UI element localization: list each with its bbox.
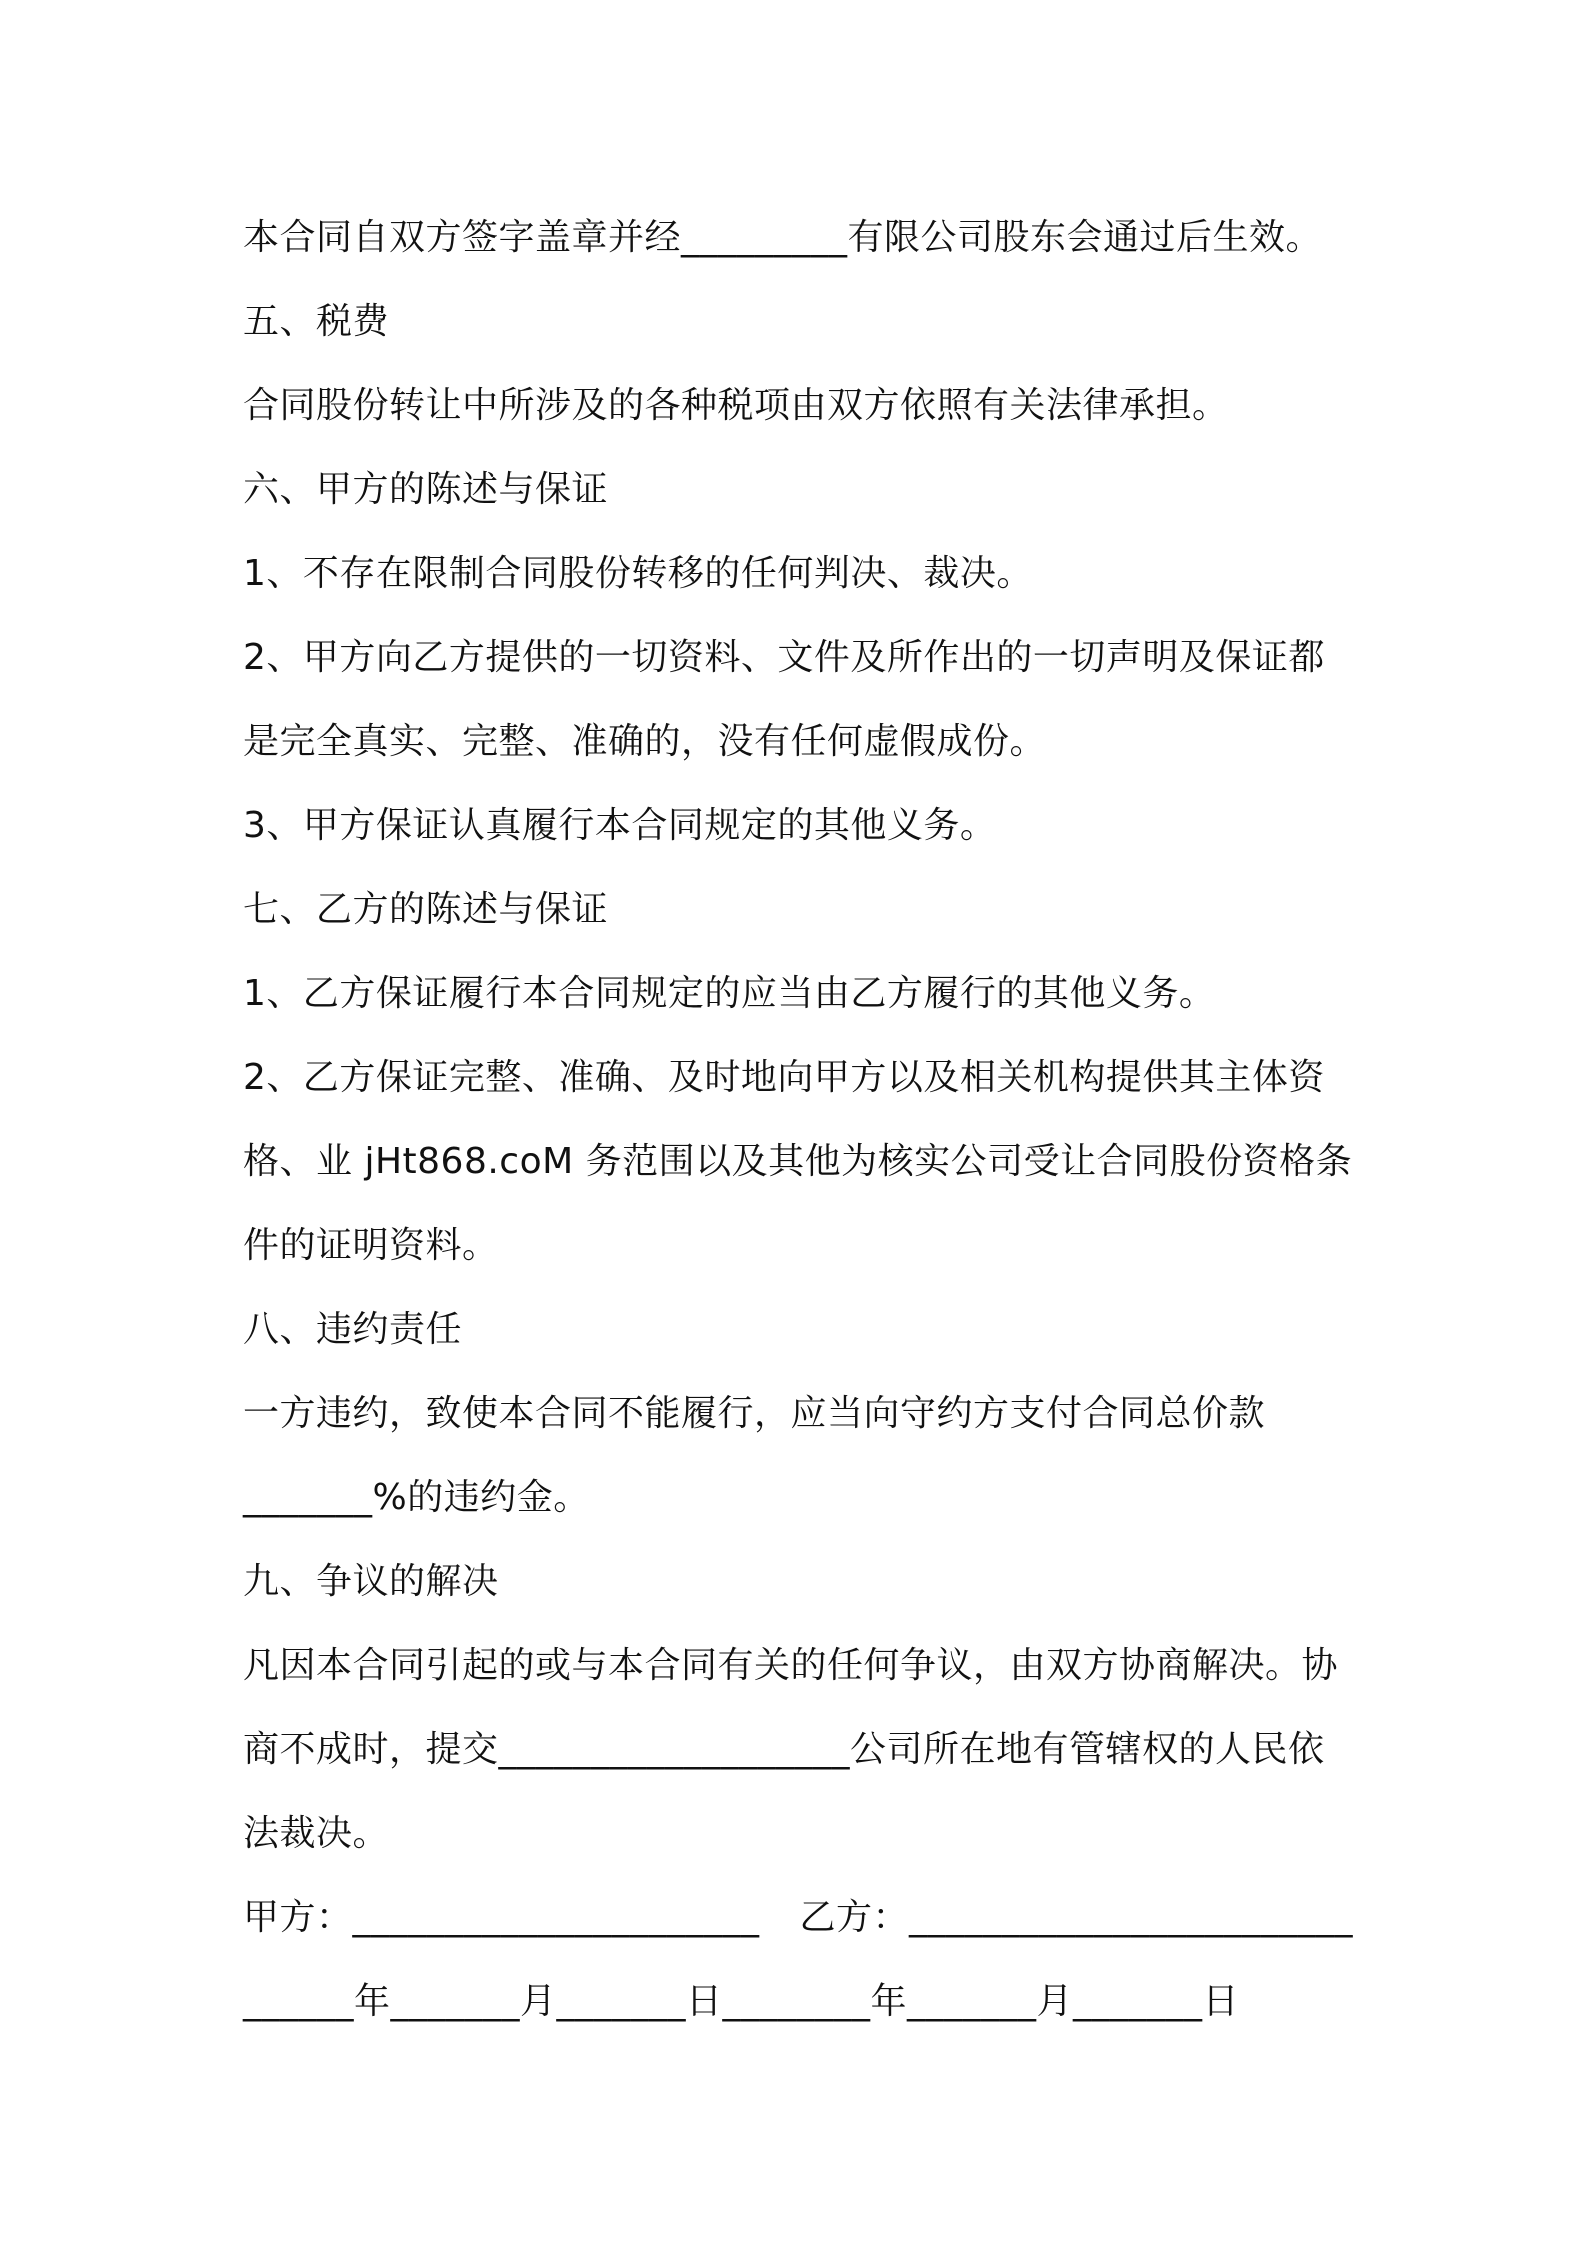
text-line-taxes: 合同股份转让中所涉及的各种税项由双方依照有关法律承担。 xyxy=(243,385,1229,426)
text-line-party-b-2-cont: 格、业 jHt868.coM 务范围以及其他为核实公司受让合同股份资格条 xyxy=(243,1141,1353,1182)
text-line-effective: 本合同自双方签字盖章并经_________有限公司股东会通过后生效。 xyxy=(243,217,1323,258)
party-b-signature: 乙方：________________________ xyxy=(799,1897,1353,1938)
signature-date-line: ______年_______月_______日________年_______月_______日 xyxy=(243,1981,1239,2022)
text-line-dispute-end: 法裁决。 xyxy=(243,1813,390,1854)
text-line-party-a-2: 2、甲方向乙方提供的一切资料、文件及所作出的一切声明及保证都 xyxy=(243,637,1325,678)
section-heading-party-b: 七、乙方的陈述与保证 xyxy=(243,889,609,930)
text-line-party-a-2-cont: 是完全真实、完整、准确的，没有任何虚假成份。 xyxy=(243,721,1047,762)
section-heading-breach: 八、违约责任 xyxy=(243,1309,463,1350)
text-line-breach-cont: _______%的违约金。 xyxy=(243,1477,590,1518)
text-line-party-b-2: 2、乙方保证完整、准确、及时地向甲方以及相关机构提供其主体资 xyxy=(243,1057,1325,1098)
text-line-breach: 一方违约，致使本合同不能履行，应当向守约方支付合同总价款 xyxy=(243,1393,1266,1434)
text-line-dispute-cont: 商不成时，提交___________________公司所在地有管辖权的人民依 xyxy=(243,1729,1325,1770)
text-line-party-b-1: 1、乙方保证履行本合同规定的应当由乙方履行的其他义务。 xyxy=(243,973,1216,1014)
party-a-signature: 甲方：______________________ xyxy=(243,1897,760,1938)
section-heading-taxes: 五、税费 xyxy=(243,301,390,342)
section-heading-party-a: 六、甲方的陈述与保证 xyxy=(243,469,609,510)
text-line-party-b-2-end: 件的证明资料。 xyxy=(243,1225,499,1266)
text-line-dispute: 凡因本合同引起的或与本合同有关的任何争议，由双方协商解决。协 xyxy=(243,1645,1339,1686)
document-body xyxy=(243,196,1353,2044)
signature-row xyxy=(243,1876,1353,1960)
text-line-party-a-3: 3、甲方保证认真履行本合同规定的其他义务。 xyxy=(243,805,997,846)
section-heading-dispute: 九、争议的解决 xyxy=(243,1561,499,1602)
text-line-party-a-1: 1、不存在限制合同股份转移的任何判决、裁决。 xyxy=(243,553,1033,594)
